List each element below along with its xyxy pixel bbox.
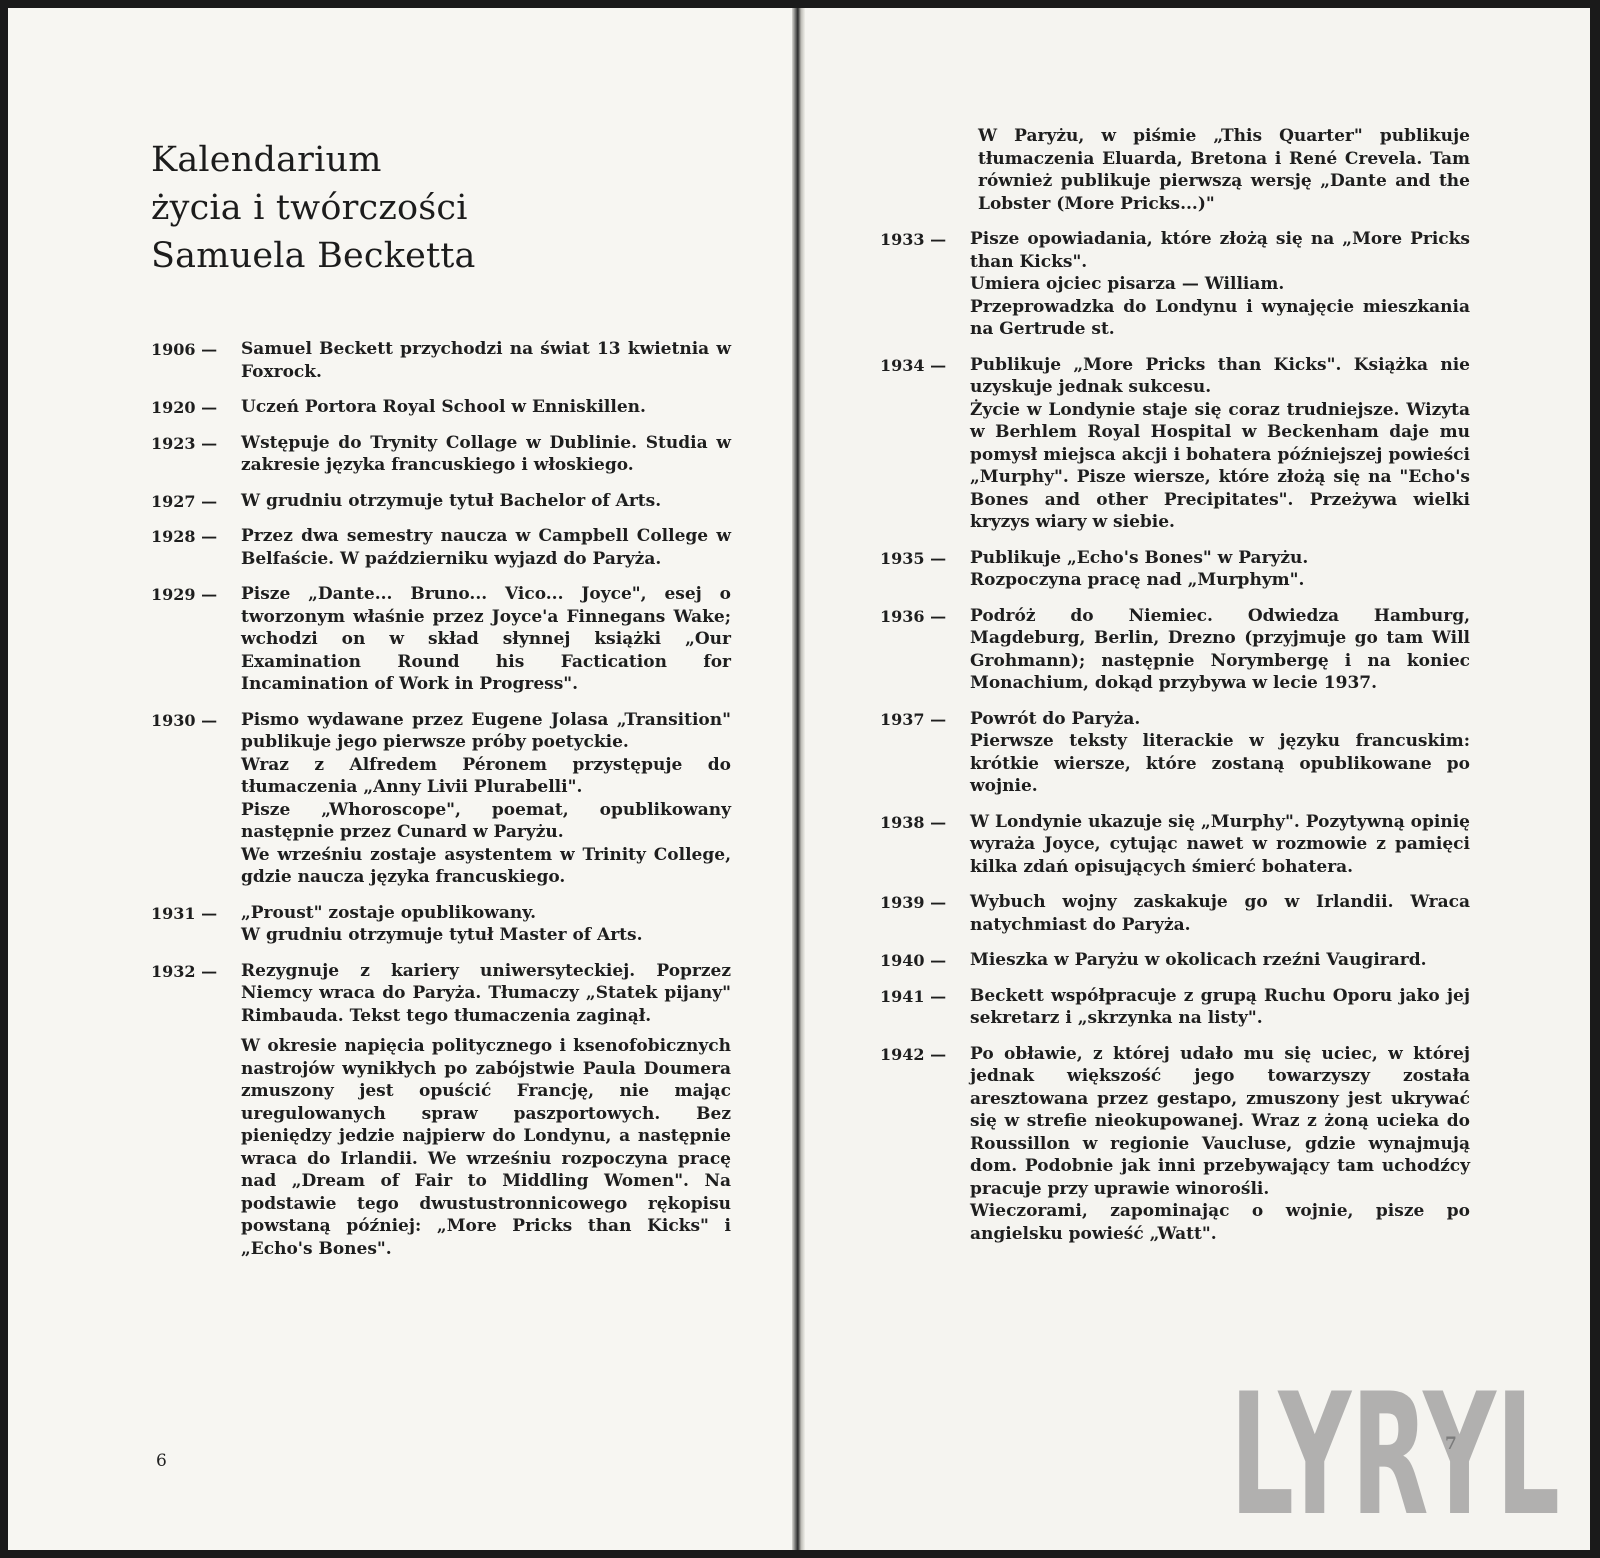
entry-text: Publikuje „Echo's Bones" w Paryżu. (970, 547, 1309, 568)
timeline-entry (151, 525, 731, 570)
timeline-entry (880, 605, 1470, 695)
timeline-entry (880, 811, 1470, 879)
entry-text: Pismo wydawane przez Eugene Jolasa „Transition" publikuje jego pierwsze próby poetyckie. (241, 709, 731, 752)
title-line: Kalendarium (151, 140, 382, 180)
left-timeline (151, 338, 731, 1273)
entry-text: Mieszka w Paryżu w okolicach rzeźni Vaugirard. (970, 950, 1427, 970)
timeline-entry (151, 583, 731, 696)
entry-text: Umiera ojciec pisarza — William. (970, 274, 1285, 294)
entry-text: Po obławie, z której udało mu się uciec, w której jednak większość jego towarzyszy została aresztowana przez gestapo, zmuszony jest ukrywać się w strefie nieokupowanej. Wraz z żoną ucieka do Roussillon w regionie Vaucluse, gdzie wynajmują dom. Podobnie jak inni przebywający tam uchodźcy pracuje przy uprawie winorośli. (970, 1043, 1470, 1199)
entry-text: Uczeń Portora Royal School w Enniskillen. (241, 397, 646, 417)
entry-year: 1934 — (880, 355, 947, 375)
entry-text: Wieczorami, zapominając o wojnie, pisze po angielsku powieść „Watt". (970, 1201, 1470, 1244)
page-number-left: 6 (156, 1451, 167, 1471)
entry-text: Podróż do Niemiec. Odwiedza Hamburg, Magdeburg, Berlin, Drezno (przyjmuje go tam Will Grohmann); następnie Norymbergę i na koniec Monachium, dokąd przybywa w lecie 1937. (970, 605, 1470, 693)
entry-year: 1932 — (151, 961, 218, 981)
entry-text: Życie w Londynie staje się coraz trudniejsze. Wizyta w Berhlem Royal Hospital w Beckenham daje mu pomysł miejsca akcji i bohatera późniejszej powieści „Murphy". Pisze wiersze, które złożą się na "Echo's Bones and other Precipitates". Przeżywa wielki kryzys wiary w siebie. (970, 399, 1470, 532)
timeline-entry (151, 490, 731, 513)
right-timeline (880, 125, 1470, 1258)
entry-year: 1920 — (151, 398, 218, 417)
entry-year: 1938 — (880, 812, 947, 832)
book-gutter (792, 8, 805, 1550)
watermark-text: LYRYL (1230, 1373, 1560, 1523)
continuation-text: W Paryżu, w piśmie „This Quarter" publikuje tłumaczenia Eluarda, Bretona i René Crevela. Tam również publikuje pierwszą wersję „Dante and the Lobster (More Pricks...)" (978, 126, 1470, 214)
timeline-entry (151, 960, 731, 1261)
entry-text: Przeprowadzka do Londynu i wynajęcie mieszkania na Gertrude st. (970, 296, 1470, 339)
timeline-entry (880, 1043, 1470, 1246)
entry-year: 1928 — (151, 527, 218, 546)
timeline-entry (880, 949, 1470, 972)
timeline-entry (151, 396, 731, 419)
entry-year: 1942 — (880, 1044, 947, 1064)
entry-year: 1940 — (880, 951, 947, 970)
timeline-entry (151, 902, 731, 947)
entry-text: Wstępuje do Trynity Collage w Dublinie. Studia w zakresie języka francuskiego i włoskiego. (241, 432, 731, 475)
entry-text: W grudniu otrzymuje tytuł Bachelor of Arts. (241, 490, 662, 511)
entry-year: 1931 — (151, 903, 218, 923)
continuation-entry (880, 125, 1470, 215)
entry-text: We wrześniu zostaje asystentem w Trinity College, gdzie naucza języka francuskiego. (241, 844, 731, 887)
timeline-entry (880, 891, 1470, 936)
entry-text: Przez dwa semestry naucza w Campbell College w Belfaście. W październiku wyjazd do Paryża. (241, 526, 731, 569)
entry-year: 1941 — (880, 986, 947, 1006)
entry-year: 1927 — (151, 491, 218, 511)
left-page (8, 8, 792, 1550)
entry-text: Beckett współpracuje z grupą Ruchu Oporu jako jej sekretarz i „skrzynka na listy". (970, 985, 1470, 1028)
entry-text: W grudniu otrzymuje tytuł Master of Arts. (241, 925, 643, 945)
entry-year: 1929 — (151, 585, 218, 604)
entry-year: 1936 — (880, 606, 947, 626)
entry-text: Pierwsze teksty literackie w języku francuskim: krótkie wiersze, które zostaną opublikowane po wojnie. (970, 731, 1470, 796)
timeline-entry (151, 432, 731, 477)
entry-text: Pisze opowiadania, które złożą się na „More Pricks than Kicks". (970, 229, 1470, 272)
timeline-entry (880, 228, 1470, 341)
timeline-entry (151, 709, 731, 889)
entry-text: Wybuch wojny zaskakuje go w Irlandii. Wraca natychmiast do Paryża. (970, 892, 1470, 935)
entry-year: 1930 — (151, 710, 218, 730)
entry-year: 1937 — (880, 709, 947, 729)
entry-year: 1923 — (151, 433, 218, 453)
timeline-entry (880, 985, 1470, 1030)
entry-text: „Proust" zostaje opublikowany. (241, 902, 537, 923)
timeline-entry (880, 354, 1470, 534)
entry-text: Samuel Beckett przychodzi na świat 13 kwietnia w Foxrock. (241, 339, 731, 382)
entry-text: Powrót do Paryża. (970, 708, 1141, 729)
entry-text: Pisze „Dante... Bruno... Vico... Joyce", esej o tworzonym właśnie przez Joyce'a Finnegans Wake; wchodzi on w skład słynnej książki „Our Examination Round his Factication for Incamination of Work in Progress". (241, 584, 731, 694)
entry-text: W Londynie ukazuje się „Murphy". Pozytywną opinię wyraża Joyce, cytując nawet w rozmowie z pamięci kilka zdań opisujących śmierć bohatera. (970, 811, 1470, 877)
entry-text: W okresie napięcia politycznego i ksenofobicznych nastrojów wynikłych po zabójstwie Paula Doumera zmuszony jest opuścić Francję, nie mając uregulowanych spraw paszportowych. Bez pieniędzy jedzie najpierw do Londynu, a następnie wraca do Irlandii. We wrześniu rozpoczyna pracę nad „Dream of Fair to Middling Women". Na podstawie tego dwustustronnicowego rękopisu powstaną później: „More Pricks than Kicks" i „Echo's Bones". (241, 1036, 731, 1259)
entry-text: Pisze „Whoroscope", poemat, opublikowany następnie przez Cunard w Paryżu. (241, 799, 731, 842)
lyryl-watermark (1230, 1373, 1560, 1523)
entry-text: Publikuje „More Pricks than Kicks". Książka nie uzyskuje jednak sukcesu. (970, 354, 1470, 397)
page-number-right: 7 (1445, 1434, 1457, 1454)
right-page (805, 8, 1590, 1550)
entry-text: Wraz z Alfredem Péronem przystępuje do tłumaczenia „Anny Livii Plurabelli". (241, 754, 731, 797)
title-line: Samuela Becketta (151, 236, 476, 276)
entry-year: 1933 — (880, 230, 947, 249)
timeline-entry (151, 338, 731, 383)
title-line: życia i twórczości (151, 188, 468, 228)
timeline-entry (880, 708, 1470, 798)
entry-year: 1939 — (880, 893, 947, 912)
page-title (151, 136, 476, 280)
entry-year: 1935 — (880, 548, 947, 568)
timeline-entry (880, 547, 1470, 592)
entry-year: 1906 — (151, 340, 218, 359)
entry-text: Rozpoczyna pracę nad „Murphym". (970, 570, 1305, 590)
entry-text: Rezygnuje z kariery uniwersyteckiej. Poprzez Niemcy wraca do Paryża. Tłumaczy „Statek pijany" Rimbauda. Tekst tego tłumaczenia zaginął. (241, 960, 731, 1026)
book-spread (8, 8, 1590, 1550)
